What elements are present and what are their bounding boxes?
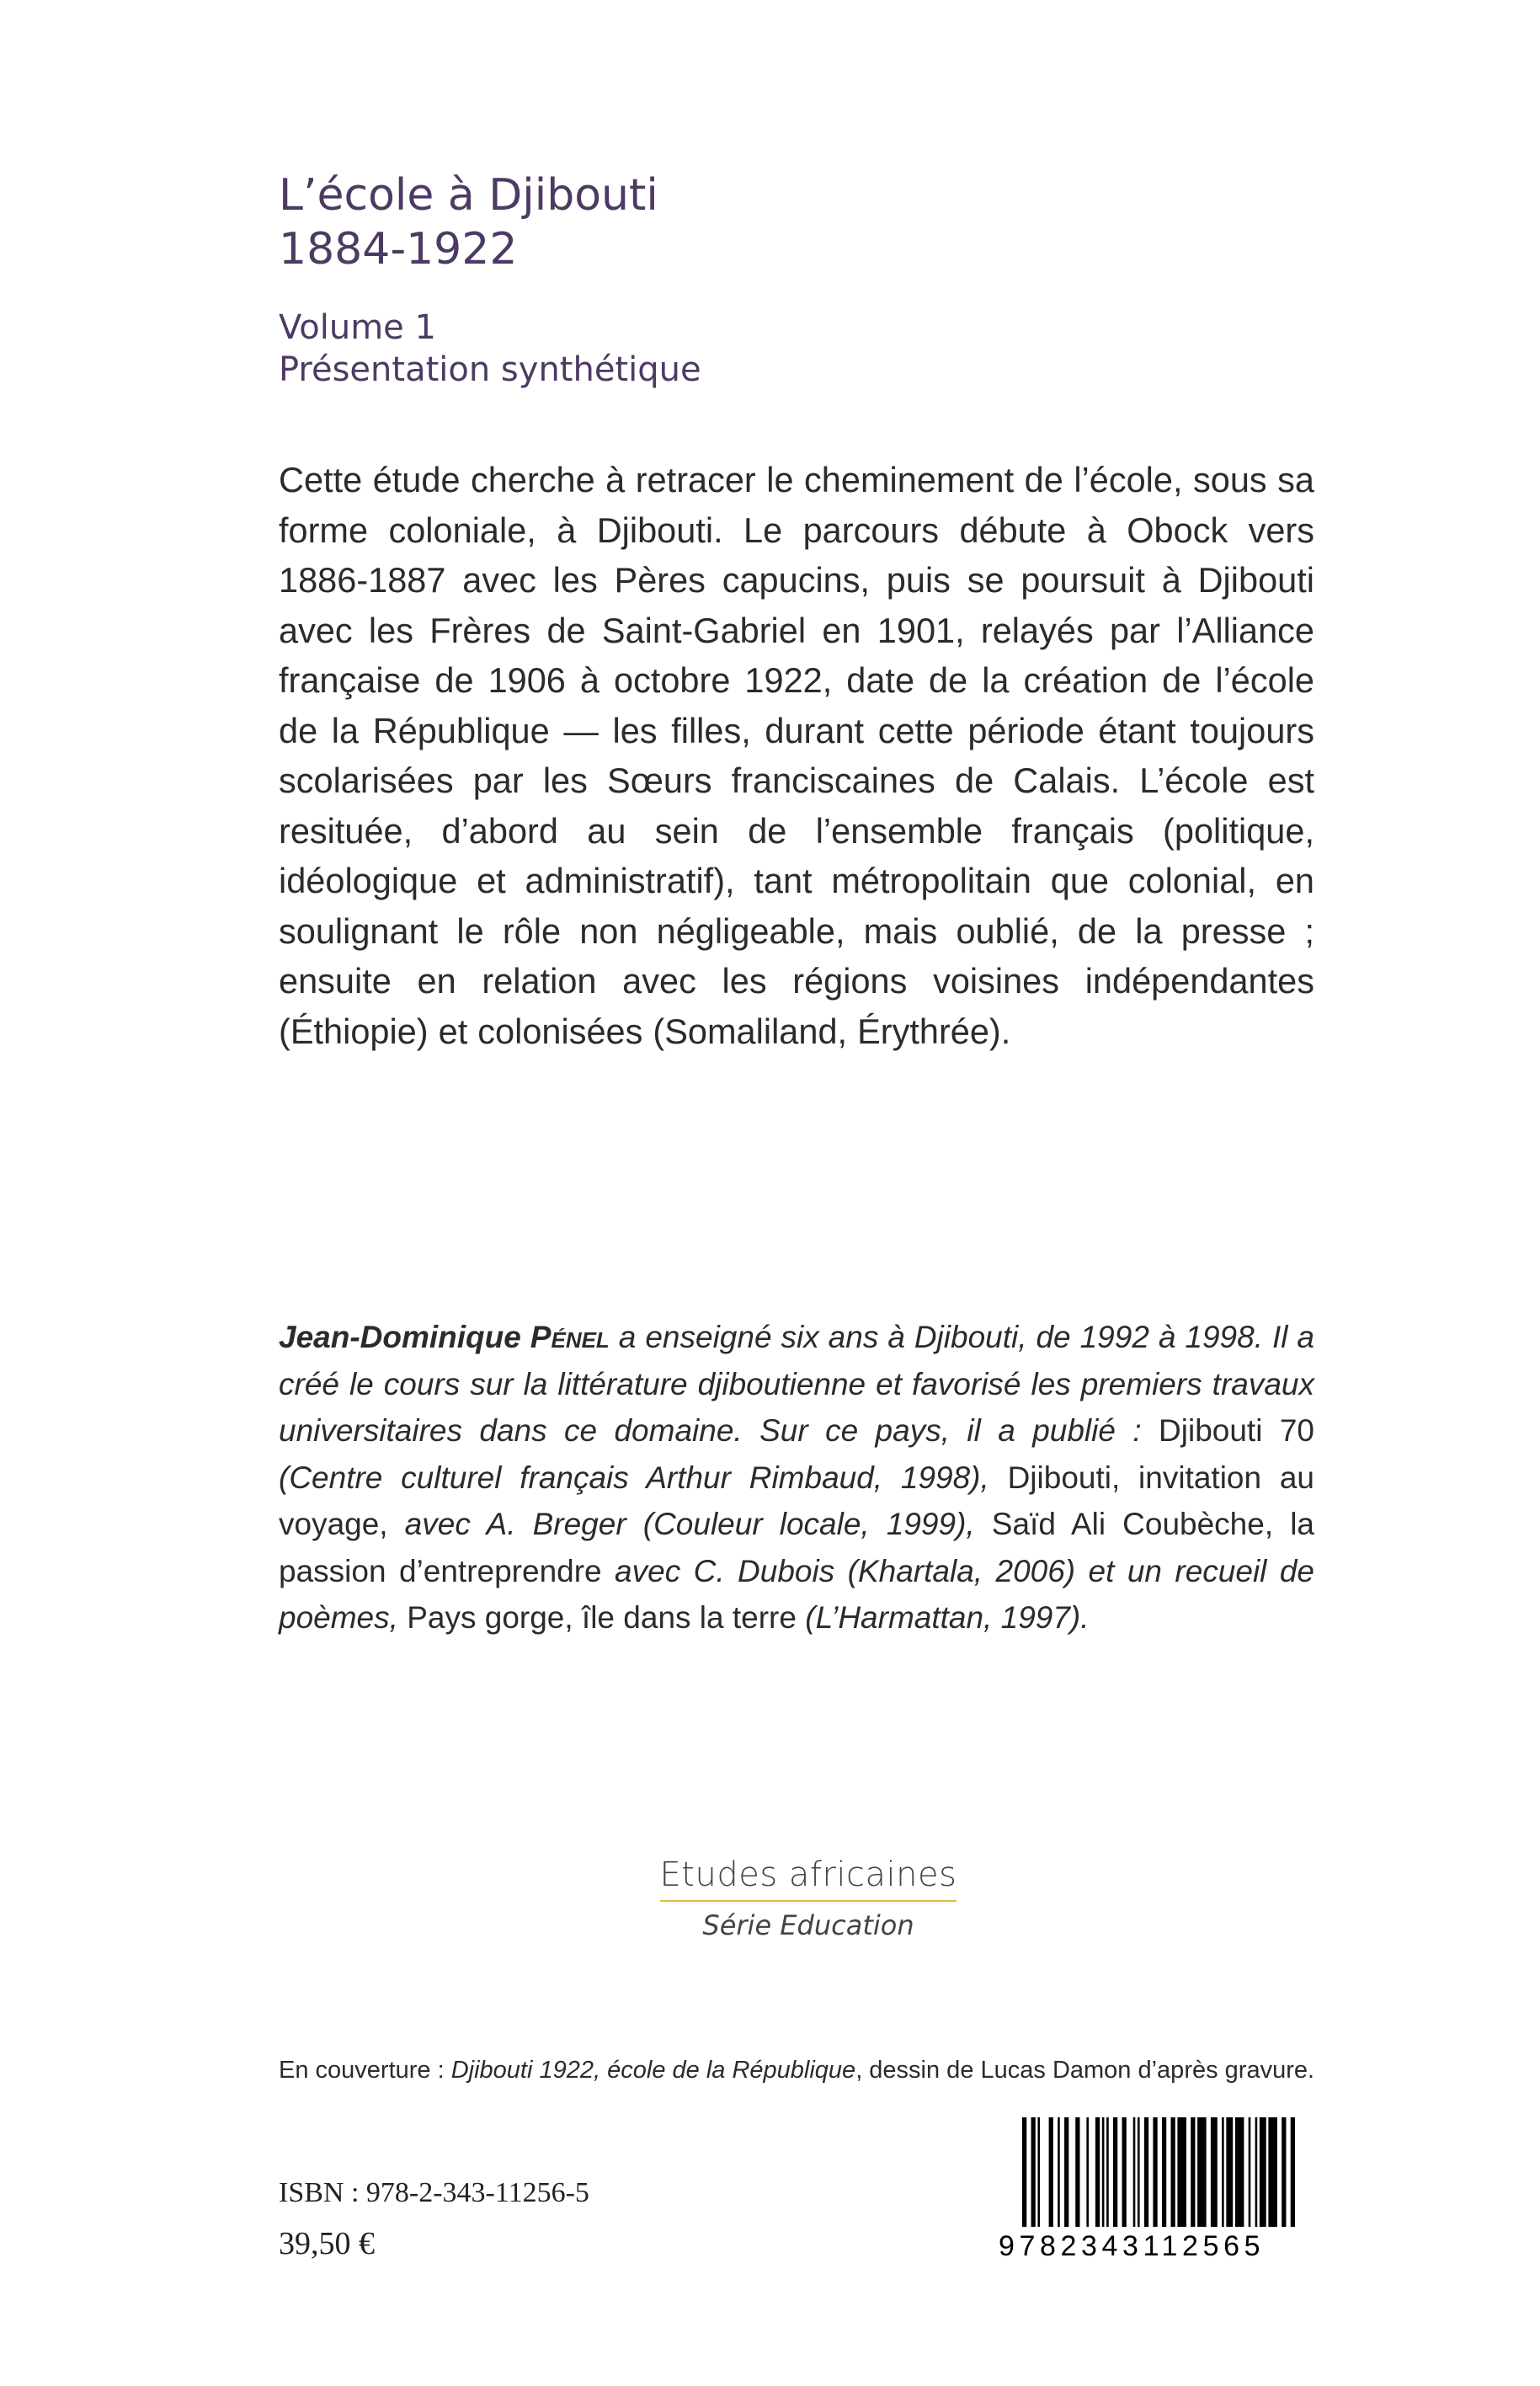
author-last-name: Pénel	[530, 1320, 610, 1354]
author-bio	[279, 1314, 1314, 1641]
barcode-bar	[1162, 2117, 1166, 2227]
bio-work-1: Djibouti 70	[1159, 1413, 1314, 1448]
barcode-bar	[1058, 2117, 1060, 2227]
barcode-bars	[1010, 2117, 1307, 2227]
price: 39,50 €	[279, 2226, 375, 2261]
barcode-bar	[1122, 2117, 1127, 2227]
book-summary: Cette étude cherche à retracer le cheminement de l’école, sous sa forme coloniale, à Djibouti. Le parcours débute à Obock vers 1886-1887 avec les Pères capucins, puis se poursuit à Djibouti avec les Frères de Saint-Gabriel en 1901, relayés par l’Alliance française de 1906 à octobre 1922, date de la création de l’école de la République — les filles, durant cette période étant toujours scolarisées par les Sœurs franciscaines de Calais. L’école est resituée, d’abord au sein de l’ensemble français (politique, idéologique et administratif), tant métropolitain que colonial, en soulignant le rôle non négligeable, mais oublié, de la presse ; ensuite en relation avec les régions voisines indépendantes (Éthiopie) et colonisées (Somaliland, Érythrée).	[279, 460, 1314, 1051]
book-years: 1884-1922	[279, 224, 518, 275]
barcode-digits: 9782343112565	[999, 2230, 1266, 2262]
barcode-bar	[1086, 2117, 1089, 2227]
series-subtitle: Série Education	[702, 1909, 914, 1941]
bio-text-2: (Centre culturel français Arthur Rimbaud, 1998),	[279, 1460, 1008, 1495]
barcode-bar	[1291, 2117, 1295, 2227]
barcode-bar	[1260, 2117, 1266, 2227]
cover-credit-suffix: , dessin de Lucas Damon d’après gravure.	[855, 2057, 1315, 2084]
barcode-bar	[1226, 2117, 1233, 2227]
barcode-bar	[1106, 2117, 1109, 2227]
bio-text-3: avec A. Breger (Couleur locale, 1999),	[387, 1507, 992, 1541]
bio-text-1: a enseigné six ans à Djibouti, de 1992 à 1998. Il a créé le cours sur la littérature djiboutienne et favorisé les premiers travaux universitaires dans ce domaine. Sur ce pays, il a publié :	[279, 1320, 1314, 1448]
barcode-bar	[1197, 2117, 1207, 2227]
book-title: L’école à Djibouti	[279, 170, 658, 221]
barcode-bar	[1235, 2117, 1244, 2227]
barcode-bar	[1268, 2117, 1277, 2227]
barcode-bar	[1170, 2117, 1175, 2227]
bio-text-4: avec C. Dubois (Khartala, 2006) et un recueil de poèmes,	[279, 1553, 1314, 1635]
barcode-bar	[1075, 2117, 1079, 2227]
barcode-bar	[1095, 2117, 1100, 2227]
bio-work-2: Djibouti, invitation au voyage,	[279, 1460, 1315, 1541]
cover-credit-prefix: En couverture :	[279, 2057, 451, 2084]
isbn: ISBN : 978-2-343-11256-5	[279, 2177, 589, 2208]
cover-credit	[279, 2053, 1314, 2087]
barcode-bar	[1037, 2117, 1040, 2227]
bio-work-3: Saïd Ali Coubèche, la passion d’entreprendre	[279, 1507, 1315, 1588]
barcode-bar	[1138, 2117, 1140, 2227]
barcode-bar	[1249, 2117, 1251, 2227]
series-name: Etudes africaines	[660, 1853, 957, 1902]
barcode-bar	[1064, 2117, 1068, 2227]
barcode-bar	[1153, 2117, 1157, 2227]
barcode-bar	[1102, 2117, 1105, 2227]
barcode-bar	[1113, 2117, 1117, 2227]
barcode-bar	[1022, 2117, 1026, 2227]
barcode-bar	[1049, 2117, 1053, 2227]
barcode-bar	[1211, 2117, 1218, 2227]
bio-work-4: Pays gorge, île dans la terre	[407, 1600, 797, 1635]
barcode-bar	[1031, 2117, 1036, 2227]
volume-label: Volume 1	[279, 308, 436, 347]
barcode-bar	[1144, 2117, 1148, 2227]
barcode-bar	[1222, 2117, 1224, 2227]
barcode-bar	[1133, 2117, 1136, 2227]
cover-credit-work: Djibouti 1922, école de la République	[450, 2057, 856, 2084]
bio-text-5: (L’Harmattan, 1997).	[796, 1600, 1090, 1635]
barcode-bar	[1177, 2117, 1186, 2227]
barcode-bar	[1255, 2117, 1258, 2227]
series-block	[589, 1853, 1027, 1946]
barcode-bar	[1191, 2117, 1195, 2227]
volume-subtitle: Présentation synthétique	[279, 350, 701, 389]
barcode-bar	[1282, 2117, 1286, 2227]
title-block	[279, 168, 701, 391]
author-first-name: Jean-Dominique	[279, 1320, 521, 1354]
